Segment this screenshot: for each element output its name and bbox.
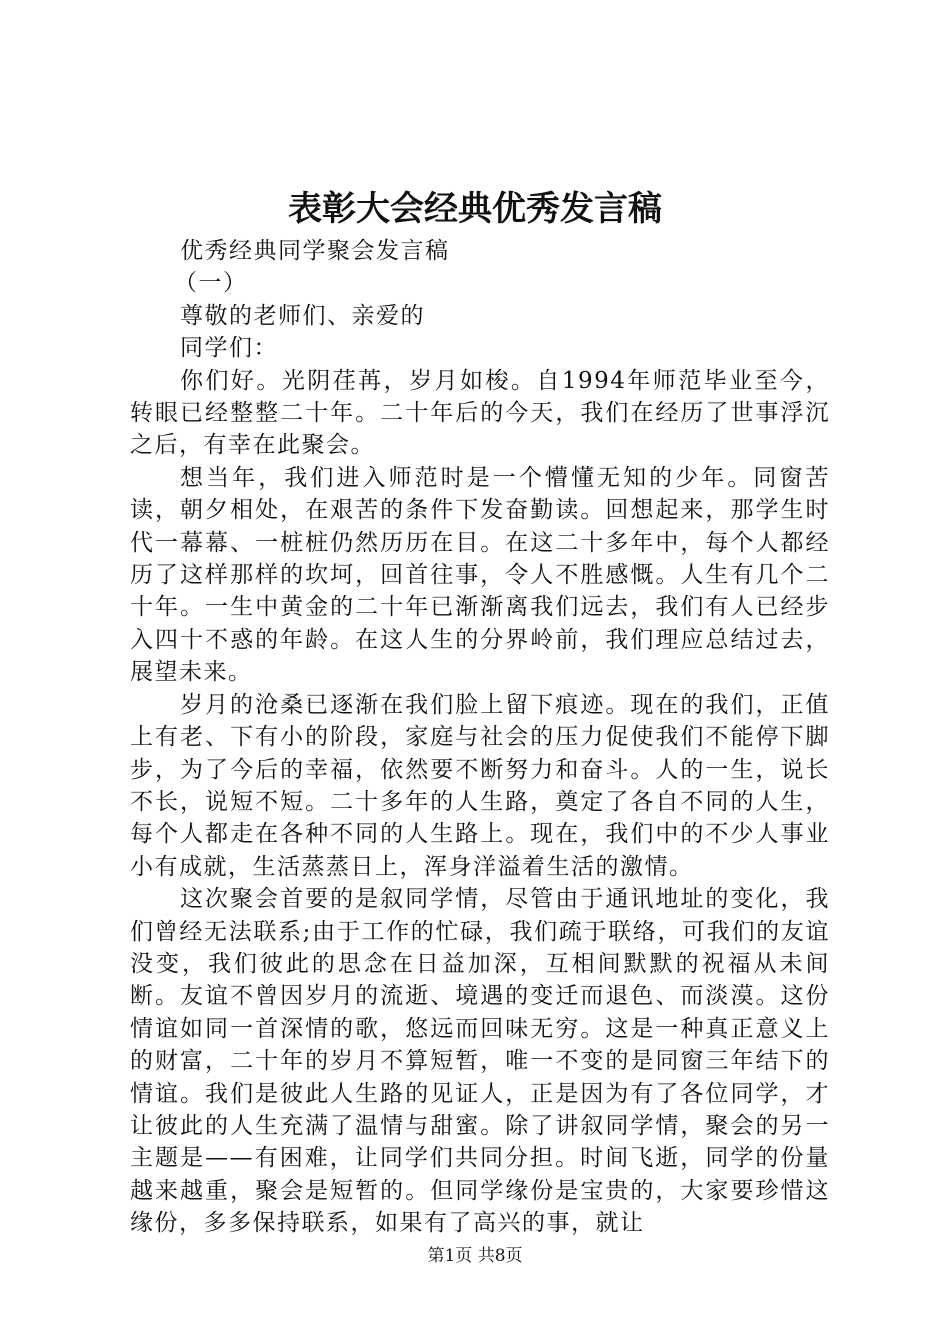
page-number-footer: 第1页 共8页	[427, 1246, 523, 1266]
body-paragraph: 你们好。光阴荏苒，岁月如梭。自1994年师范毕业至今，转眼已经整整二十年。二十年后的今天，我们在经历了世事浮沉之后，有幸在此聚会。	[130, 367, 830, 459]
body-paragraph: 想当年，我们进入师范时是一个懵懂无知的少年。同窗苦读，朝夕相处，在艰苦的条件下发奋勤读。回想起来，那学生时代一幕幕、一桩桩仍然历历在目。在这二十多年中，每个人都经历了这样那样的坎坷，回首往事，令人不胜感慨。人生有几个二十年。一生中黄金的二十年已渐渐离我们远去，我们有人已经步入四十不惑的年龄。在这人生的分界岭前，我们理应总结过去，展望未来。	[130, 464, 830, 686]
body-paragraph: 岁月的沧桑已逐渐在我们脸上留下痕迹。现在的我们，正值上有老、下有小的阶段，家庭与社会的压力促使我们不能停下脚步，为了今后的幸福，依然要不断努力和奋斗。人的一生，说长不长，说短不短。二十多年的人生路，奠定了各自不同的人生，每个人都走在各种不同的人生路上。现在，我们中的不少人事业小有成就，生活蒸蒸日上，浑身洋溢着生活的激情。	[130, 691, 830, 880]
section-number: （一）	[174, 270, 248, 297]
greeting-paragraph: 同学们：	[180, 335, 278, 362]
greeting-paragraph: 尊敬的老师们、亲爱的	[180, 302, 425, 329]
subtitle-paragraph: 优秀经典同学聚会发言稿	[180, 238, 450, 264]
body-paragraph: 这次聚会首要的是叙同学情，尽管由于通讯地址的变化，我们曾经无法联系;由于工作的忙碌，我们疏于联络，可我们的友谊没变，我们彼此的思念在日益加深，互相间默默的祝福从未间断。友谊不曾因岁月的流逝、境遇的变迁而退色、而淡漠。这份情谊如同一首深情的歌，悠远而回味无穷。这是一种真正意义上的财富，二十年的岁月不算短暂，唯一不变的是同窗三年结下的情谊。我们是彼此人生路的见证人，正是因为有了各位同学，才让彼此的人生充满了温情与甜蜜。除了讲叙同学情，聚会的另一主题是——有困难，让同学们共同分担。时间飞逝，同学的份量越来越重，聚会是短暂的。但同学缘份是宝贵的，大家要珍惜这缘份，多多保持联系，如果有了高兴的事，就让	[130, 886, 830, 1237]
document-body	[130, 235, 830, 1240]
document-title: 表彰大会经典优秀发言稿	[288, 189, 662, 229]
